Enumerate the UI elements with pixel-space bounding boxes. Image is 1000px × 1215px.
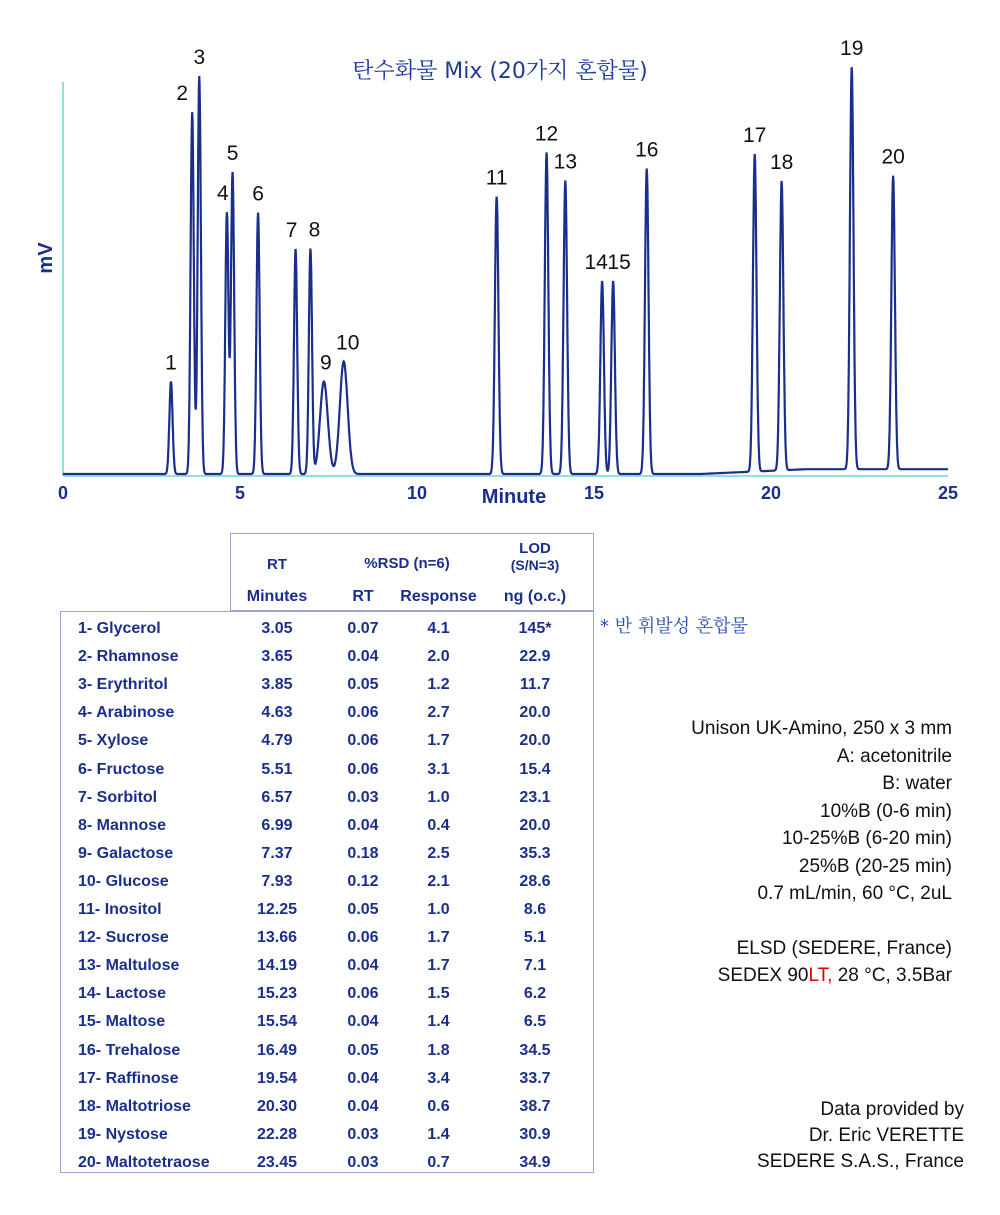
rsd-response: 2.1 xyxy=(427,872,450,890)
compound-name: 18- Maltotriose xyxy=(78,1097,191,1115)
lod-value: 145* xyxy=(518,620,552,637)
table-row xyxy=(60,812,595,840)
peak-label: 17 xyxy=(743,123,767,147)
rsd-rt: 0.04 xyxy=(347,1013,379,1031)
table-row xyxy=(60,671,595,699)
table-row xyxy=(60,784,595,812)
peak-label: 20 xyxy=(881,145,905,169)
table-row xyxy=(60,756,595,784)
rsd-response: 0.7 xyxy=(427,1153,450,1171)
rsd-rt: 0.06 xyxy=(347,704,379,722)
header-rt-unit: Minutes xyxy=(246,588,308,605)
mobile-phase-a: A: acetonitrile xyxy=(836,745,952,767)
peak-label: 1 xyxy=(165,351,177,375)
rsd-response: 1.0 xyxy=(427,901,450,918)
rsd-response: 2.0 xyxy=(427,648,450,666)
results-table xyxy=(60,533,595,1173)
table-row xyxy=(60,615,595,643)
mobile-phase-b: B: water xyxy=(882,773,952,794)
lod-value: 22.9 xyxy=(519,648,551,666)
lod-value: 20.0 xyxy=(519,704,551,722)
retention-time: 16.49 xyxy=(256,1041,298,1059)
retention-time: 6.99 xyxy=(261,816,293,834)
x-tick-label: 5 xyxy=(234,483,246,503)
rsd-rt: 0.06 xyxy=(347,929,379,947)
retention-time: 3.05 xyxy=(261,620,293,637)
peak-label: 14 xyxy=(584,251,608,275)
table-row xyxy=(60,1121,595,1149)
table-row xyxy=(60,1037,595,1065)
retention-time: 3.65 xyxy=(261,648,293,666)
x-tick-label: 0 xyxy=(57,483,69,503)
header-rsd: %RSD (n=6) xyxy=(364,555,450,572)
peak-label: 13 xyxy=(553,150,578,174)
x-tick-label: 20 xyxy=(760,483,782,503)
compound-name: 7- Sorbitol xyxy=(78,788,158,806)
method-conditions xyxy=(572,715,952,990)
retention-time: 4.63 xyxy=(261,704,293,722)
detector-settings xyxy=(572,962,952,990)
lod-value: 38.7 xyxy=(519,1097,551,1115)
header-lod-unit: ng (o.c.) xyxy=(503,588,567,605)
rsd-rt: 0.18 xyxy=(347,844,379,862)
lod-value: 6.5 xyxy=(523,1013,547,1031)
retention-time: 20.30 xyxy=(256,1097,298,1115)
table-row xyxy=(60,1008,595,1036)
lod-value: 33.7 xyxy=(519,1069,551,1087)
lod-value: 30.9 xyxy=(519,1125,551,1143)
peak-label: 11 xyxy=(485,166,508,190)
table-row xyxy=(60,1093,595,1121)
lod-value: 6.2 xyxy=(523,985,547,1003)
lod-value: 11.7 xyxy=(519,676,551,694)
lod-value: 7.1 xyxy=(523,957,547,975)
retention-time: 15.54 xyxy=(256,1013,298,1031)
rsd-response: 3.4 xyxy=(427,1069,450,1087)
rsd-response: 1.7 xyxy=(427,957,450,975)
compound-name: 14- Lactose xyxy=(78,985,167,1003)
lod-value: 34.9 xyxy=(519,1153,551,1171)
compound-name: 19- Nystose xyxy=(78,1125,168,1143)
compound-name: 16- Trehalose xyxy=(78,1041,181,1059)
rsd-response: 1.0 xyxy=(427,788,450,806)
compound-name: 2- Rhamnose xyxy=(78,648,179,666)
peak-label: 7 xyxy=(285,218,298,242)
compound-name: 13- Maltulose xyxy=(78,957,180,975)
rsd-response: 2.7 xyxy=(427,704,450,722)
peak-label: 9 xyxy=(320,351,332,375)
compound-name: 8- Mannose xyxy=(78,816,167,834)
peak-label: 12 xyxy=(534,122,559,146)
peak-label: 2 xyxy=(176,82,189,106)
detector-model-highlight: LT, xyxy=(808,965,833,986)
peak-label: 16 xyxy=(635,138,659,162)
credit-line-2: Dr. Eric VERETTE xyxy=(808,1125,964,1146)
peak-label: 5 xyxy=(226,142,239,166)
header-lod: LOD xyxy=(519,540,551,557)
compound-name: 5- Xylose xyxy=(78,732,149,750)
peak-label: 10 xyxy=(336,331,360,355)
x-axis-label: Minute xyxy=(481,486,547,508)
retention-time: 3.85 xyxy=(261,676,293,694)
retention-time: 14.19 xyxy=(256,957,298,975)
retention-time: 12.25 xyxy=(256,901,298,918)
lod-value: 35.3 xyxy=(519,844,551,862)
rsd-response: 0.4 xyxy=(427,816,450,834)
peak-label: 6 xyxy=(252,182,264,206)
lod-value: 28.6 xyxy=(519,872,551,890)
compound-name: 10- Glucose xyxy=(78,872,169,890)
rsd-rt: 0.07 xyxy=(347,620,379,637)
peak-label: 19 xyxy=(840,37,864,61)
detector-parameters: 28 °C, 3.5Bar xyxy=(832,965,952,986)
table-row xyxy=(60,840,595,868)
rsd-rt: 0.04 xyxy=(347,816,379,834)
detector-model: SEDEX 90 xyxy=(717,965,809,986)
rsd-rt: 0.05 xyxy=(347,1041,379,1059)
flow-conditions: 0.7 mL/min, 60 °C, 2uL xyxy=(757,883,952,904)
compound-name: 3- Erythritol xyxy=(78,676,168,694)
rsd-rt: 0.03 xyxy=(347,788,379,806)
table-row xyxy=(60,1149,595,1177)
retention-time: 15.23 xyxy=(256,985,298,1003)
lod-value: 15.4 xyxy=(519,760,551,778)
table-row xyxy=(60,924,595,952)
lod-value: 23.1 xyxy=(519,788,551,806)
y-axis-label: mV xyxy=(35,242,57,274)
compound-name: 20- Maltotetraose xyxy=(78,1153,210,1171)
rsd-response: 1.8 xyxy=(427,1041,450,1059)
table-row xyxy=(60,952,595,980)
rsd-response: 1.4 xyxy=(427,1125,450,1143)
rsd-response: 1.7 xyxy=(427,732,450,750)
chromatogram-chart xyxy=(0,0,1000,520)
rsd-rt: 0.04 xyxy=(347,1097,379,1115)
x-tick-label: 25 xyxy=(937,483,959,503)
table-row xyxy=(60,1065,595,1093)
peak-label: 18 xyxy=(769,150,794,174)
rsd-response: 2.5 xyxy=(427,844,450,862)
rsd-response: 1.4 xyxy=(427,1013,450,1031)
table-row xyxy=(60,896,595,924)
gradient-step-3: 25%B (20-25 min) xyxy=(798,855,952,877)
data-credit xyxy=(584,1097,964,1175)
retention-time: 19.54 xyxy=(256,1069,298,1087)
footnote: * 반 휘발성 혼합물 xyxy=(600,616,748,637)
compound-name: 9- Galactose xyxy=(78,844,174,862)
rsd-rt: 0.04 xyxy=(347,957,379,975)
retention-time: 6.57 xyxy=(261,788,293,806)
table-row xyxy=(60,643,595,671)
rsd-rt: 0.03 xyxy=(347,1153,379,1171)
retention-time: 5.51 xyxy=(261,760,293,778)
rsd-rt: 0.03 xyxy=(347,1125,379,1143)
peak-label: 8 xyxy=(308,218,321,242)
retention-time: 7.93 xyxy=(261,872,293,890)
compound-name: 15- Maltose xyxy=(78,1013,166,1031)
compound-name: 12- Sucrose xyxy=(78,929,169,947)
compound-name: 1- Glycerol xyxy=(78,620,161,637)
compound-name: 17- Raffinose xyxy=(78,1069,179,1087)
rsd-rt: 0.06 xyxy=(347,760,379,778)
rsd-rt: 0.04 xyxy=(347,1069,379,1087)
rsd-response: 1.7 xyxy=(427,929,450,947)
header-rsd-rt: RT xyxy=(352,588,374,605)
rsd-rt: 0.04 xyxy=(347,648,379,666)
gradient-step-1: 10%B (0-6 min) xyxy=(820,800,952,822)
rsd-response: 1.2 xyxy=(427,676,450,694)
header-rt: RT xyxy=(267,556,287,573)
lod-value: 20.0 xyxy=(519,816,551,834)
compound-name: 4- Arabinose xyxy=(78,704,175,722)
rsd-response: 0.6 xyxy=(427,1097,450,1115)
header-lod-sn: (S/N=3) xyxy=(510,557,560,573)
chromatogram-trace xyxy=(63,67,948,474)
gradient-step-2: 10-25%B (6-20 min) xyxy=(781,828,952,849)
lod-value: 8.6 xyxy=(523,901,547,918)
retention-time: 4.79 xyxy=(261,732,293,750)
retention-time: 22.28 xyxy=(256,1125,298,1143)
retention-time: 7.37 xyxy=(261,844,293,862)
x-tick-label: 15 xyxy=(583,483,605,503)
rsd-rt: 0.06 xyxy=(347,732,379,750)
rsd-rt: 0.05 xyxy=(347,901,379,918)
compound-name: 6- Fructose xyxy=(78,760,165,778)
lod-value: 20.0 xyxy=(519,732,551,750)
rsd-response: 4.1 xyxy=(427,620,450,637)
lod-value: 5.1 xyxy=(523,929,547,947)
rsd-rt: 0.12 xyxy=(347,872,379,890)
rsd-rt: 0.05 xyxy=(347,676,379,694)
retention-time: 23.45 xyxy=(256,1153,298,1171)
table-row xyxy=(60,868,595,896)
peak-label: 4 xyxy=(217,182,229,206)
rsd-response: 3.1 xyxy=(427,760,450,778)
table-row xyxy=(60,699,595,727)
compound-name: 11- Inositol xyxy=(78,901,162,918)
credit-line-1: Data provided by xyxy=(820,1099,964,1120)
rsd-rt: 0.06 xyxy=(347,985,379,1003)
detector-info: ELSD (SEDERE, France) xyxy=(736,937,952,959)
table-row xyxy=(60,727,595,755)
credit-line-3: SEDERE S.A.S., France xyxy=(757,1151,964,1172)
rsd-response: 1.5 xyxy=(427,985,450,1003)
table-row xyxy=(60,980,595,1008)
peak-label: 3 xyxy=(193,46,206,70)
chart-title: 탄수화물 Mix (20가지 혼합물) xyxy=(352,59,648,84)
lod-value: 34.5 xyxy=(519,1041,551,1059)
header-rsd-response: Response xyxy=(400,588,477,605)
peak-label: 15 xyxy=(607,251,631,275)
column-info: Unison UK-Amino, 250 x 3 mm xyxy=(691,718,952,739)
x-tick-label: 10 xyxy=(406,483,428,503)
retention-time: 13.66 xyxy=(256,929,298,947)
